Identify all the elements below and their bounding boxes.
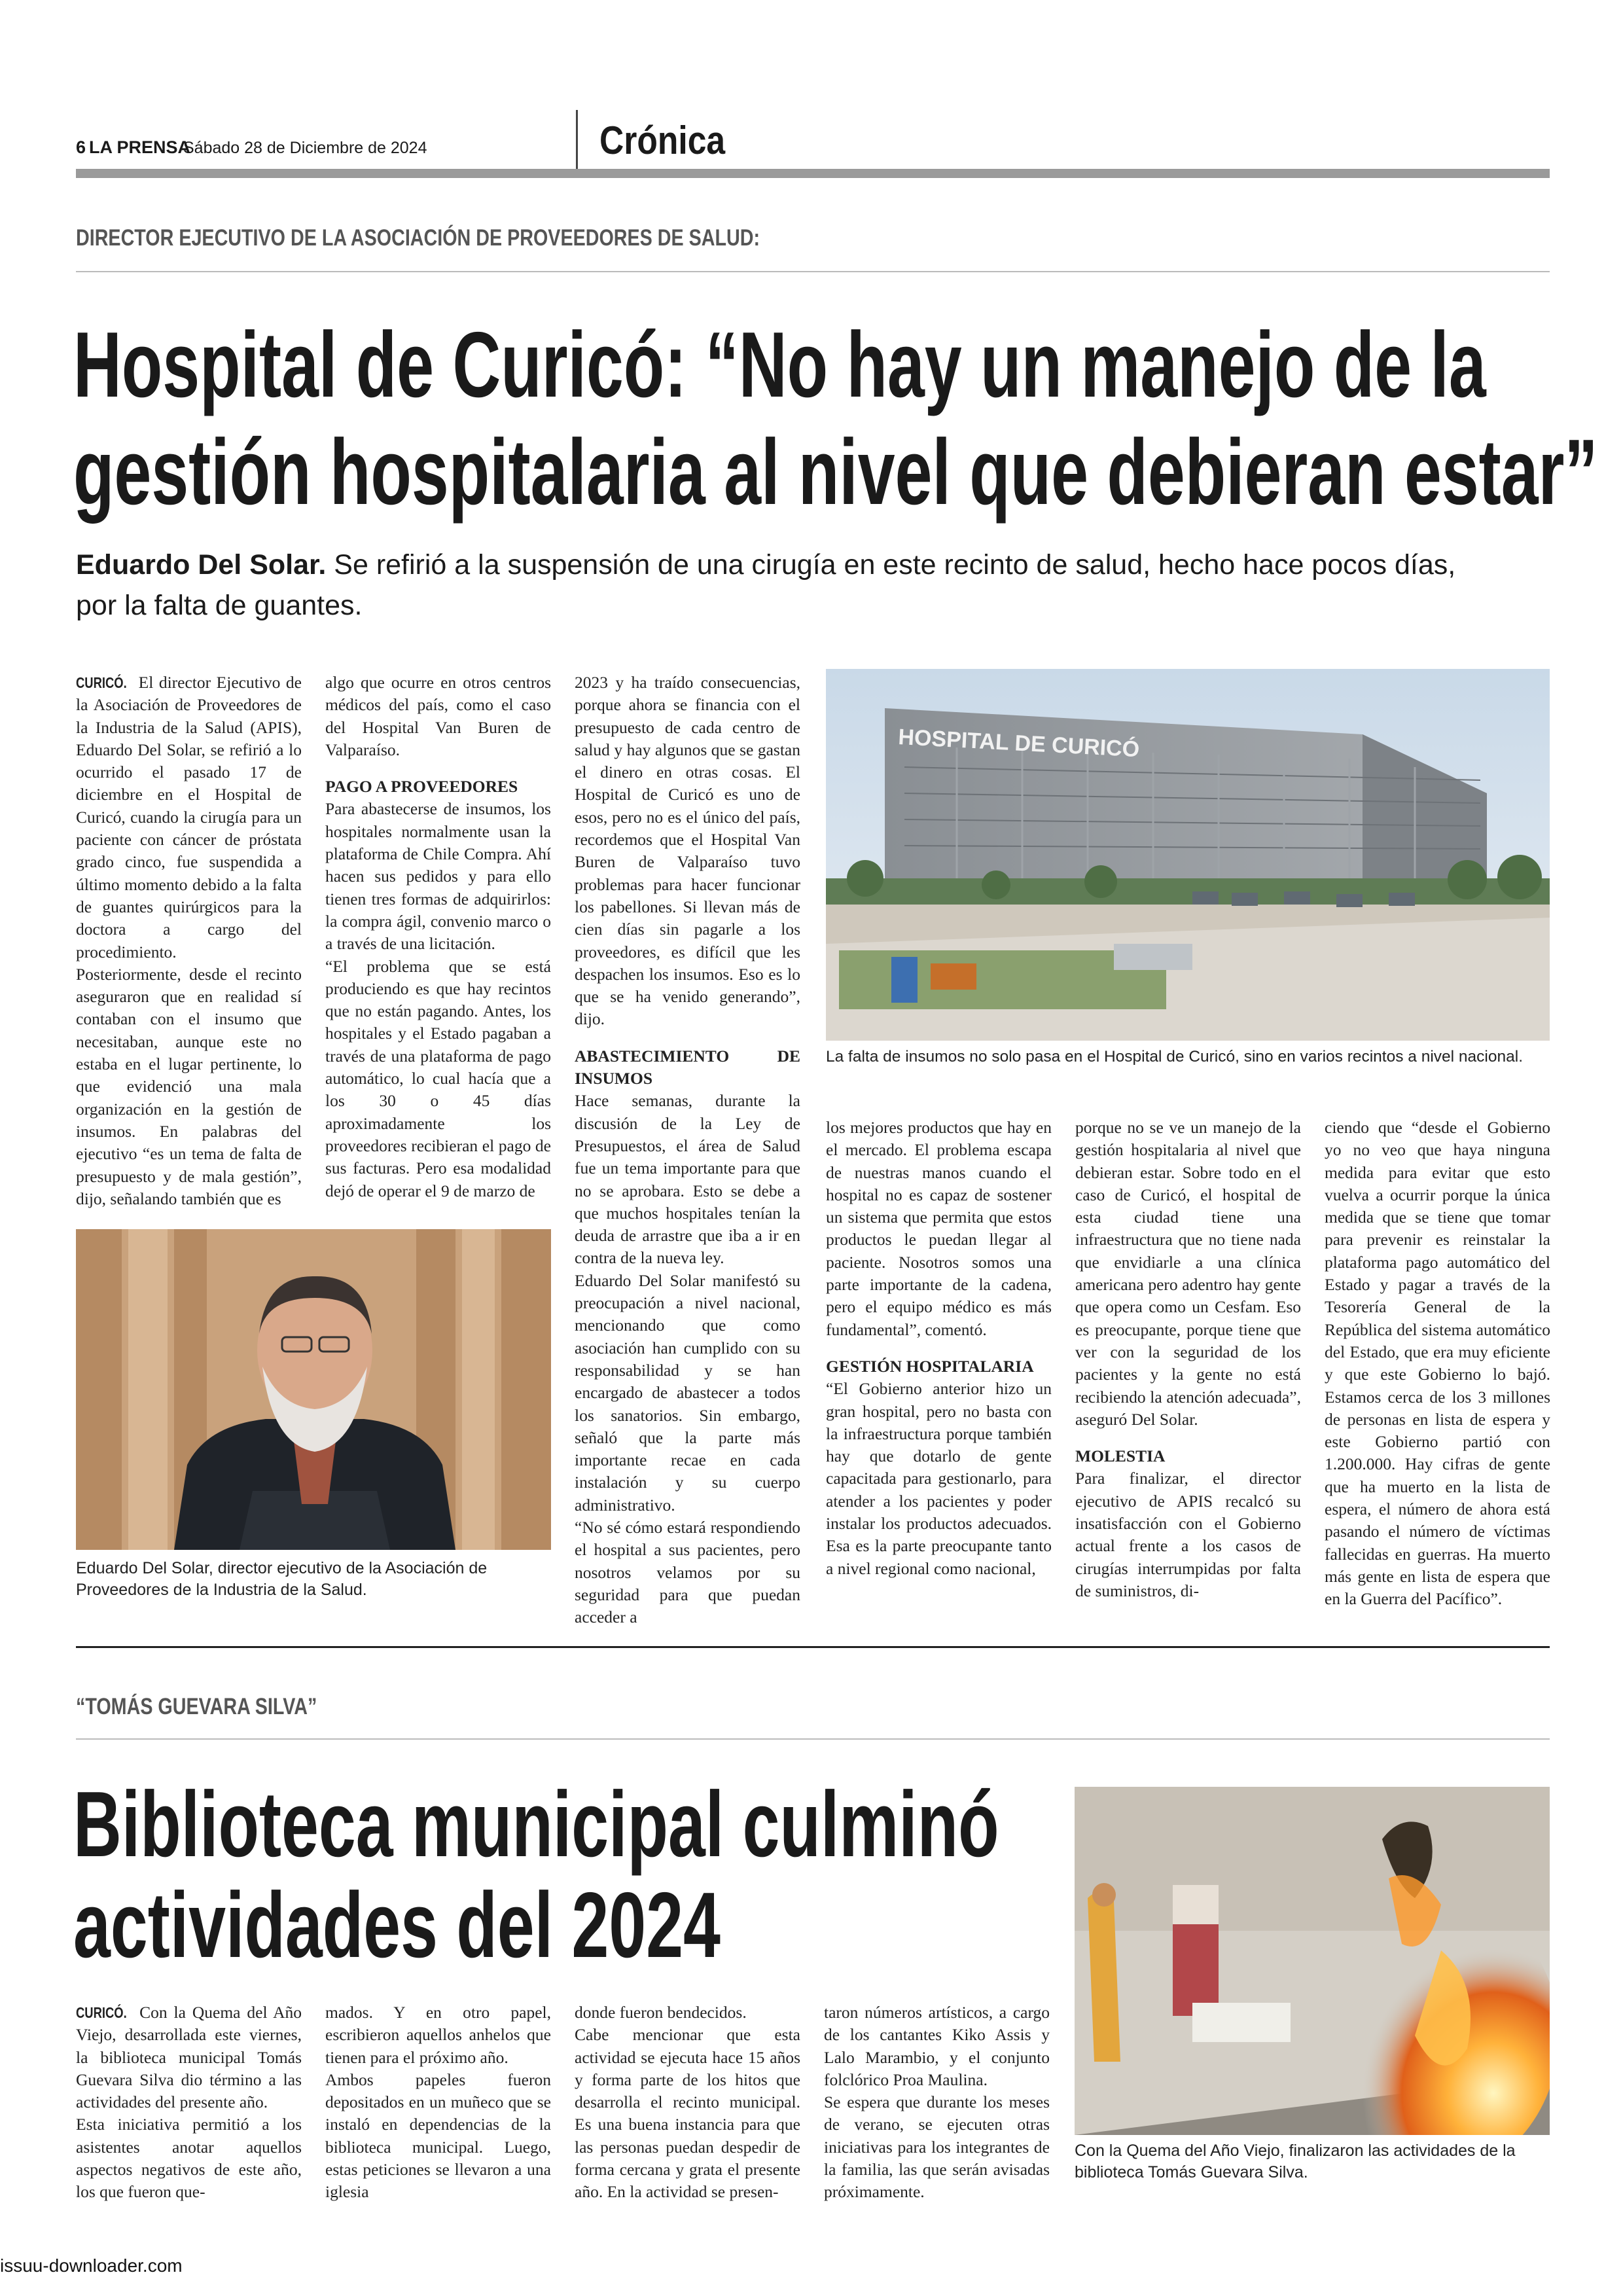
- quema-caption: [1075, 2140, 1559, 2183]
- col4b-text: “El Gobierno anterior hizo un gran hospital, pero no basta con la infraestructura porque también hay que dotarlo de gente capacitada para gestionarlo, para atender a los pacientes y poder instalar los productos adecuados. Esa es la parte preocupante tanto a nivel regional como nacional,: [826, 1379, 1052, 1578]
- hospital-photo-caption: La falta de insumos no solo pasa en el Hospital de Curicó, sino en varios recintos a nivel nacional.: [826, 1048, 1523, 1066]
- portrait-caption-line1: Eduardo Del Solar, director ejecutivo de la Asociación de: [76, 1559, 488, 1577]
- subhead-gestion: GESTIÓN HOSPITALARIA: [826, 1356, 1034, 1376]
- article2-column-1: [76, 2001, 302, 2204]
- quema-photo: [1075, 1787, 1550, 2135]
- deck-text: Se refirió a la suspensión de una cirugía en este recinto de salud, hecho hace pocos días,: [334, 549, 1456, 581]
- article2-headline-line2: actividades del 2024: [73, 1873, 721, 1977]
- col5a-text: porque no se ve un manejo de la gestión hospitalaria al nivel que debieran estar. Sobre todo en el caso de Curicó, el hospital de esta ciudad tiene una infraestructura que no tiene nada que envidiarle a una clínica americana pero adentro hay gente que opera como un Cesfam. Eso es preocupante, porque tiene que ver con la seguridad de los pacientes y la gente no está recibiendo la atención adecuada”, aseguró Del Solar.: [1075, 1118, 1301, 1429]
- header-divider-vertical: [576, 110, 578, 170]
- a2-col2b-text: Ambos papeles fueron depositados en un muñeco que se instaló en dependencias de la biblioteca municipal. Luego, estas peticiones se llevaron a una iglesia: [325, 2070, 551, 2202]
- a2-col3-text: donde fueron bendecidos.: [575, 2003, 747, 2022]
- watermark: issuu-downloader.com: [0, 2255, 183, 2276]
- header-rule: [76, 169, 1550, 178]
- subhead-molestia: MOLESTIA: [1075, 1446, 1166, 1466]
- col2c-text: “El problema que se está produciendo es que hay recintos que no están pagando. Antes, los hospitales y el Estado pagaban a través de una plataforma de pago automático, lo cual hacía que a los 30 o 45 días aproximadamente los proveedores recibieran el pago de sus facturas. Pero esa modalidad dejó de operar el 9 de marzo de: [325, 956, 551, 1200]
- a2-col3b-text: Cabe mencionar que esta actividad se ejecuta hace 15 años y forma parte de los hitos que desarrolla el recinto municipal. Es una buena instancia para que las personas puedan despedir de forma cercana y grata el presente año. En la actividad se presen-: [575, 2025, 800, 2202]
- article1-deck: [76, 545, 1555, 626]
- col1b-text: Posteriormente, desde el recinto aseguraron que en realidad sí contaban con el insumo que necesitaban, aunque este no estaba en el lugar pertinente, lo que evidenció una mala organización en la gestión de insumos. En palabras del ejecutivo “es un tema de falta de presupuesto y de mala gestión”, dijo, señalando también que es: [76, 964, 302, 1208]
- col3c-text: Eduardo Del Solar manifestó su preocupación a nivel nacional, mencionando que como asociación han cumplido con su responsabilidad y se han encargado de abastecer a todos los sanatorios. Sin embargo, señaló que la parte más importante recae en cada instalación y su cuerpo administrativo.: [575, 1270, 800, 1515]
- article2-dateline: CURICÓ.: [76, 2004, 127, 2021]
- col3d-text: “No sé cómo estará respondiendo el hospital a sus pacientes, pero nosotros velamos por su seguridad para que puedan acceder a: [575, 1517, 800, 1627]
- article2-column-2: [325, 2001, 551, 2204]
- a2-col1-text: Con la Quema del Año Viejo, desarrollada este viernes, la biblioteca municipal Tomás Guevara Silva dio término a las actividades del presente año.: [76, 2003, 302, 2112]
- col3b-text: Hace semanas, durante la discusión de la Ley de Presupuestos, el área de Salud fue un tema importante para que no se aprobara. Esto se debe a que muchos hospitales tenían la deuda de arrastre que iba a ir en contra de la nueva ley.: [575, 1091, 800, 1268]
- article1-column-5: [1075, 1117, 1301, 1602]
- article1-headline-line2: gestión hospitalaria al nivel que debieran estar”: [73, 420, 1598, 524]
- subhead-abastecimiento: ABASTECIMIENTO DE INSUMOS: [575, 1046, 800, 1088]
- a2-col4b-text: Se espera que durante los meses de verano, se ejecuten otras iniciativas para los integrantes de la familia, las que serán avisadas próximamente.: [824, 2092, 1050, 2202]
- quema-caption-line2: biblioteca Tomás Guevara Silva.: [1075, 2163, 1308, 2181]
- col3a-text: 2023 y ha traído consecuencias, porque ahora se financia con el presupuesto de cada centro de salud y hay algunos que se gastan el dinero en otras cosas. El Hospital de Curicó es uno de esos, pero no es el único del país, recordemos que el Hospital Van Buren de Valparaíso tuvo problemas para hacer funcionar los pabellones. Si llevan más de cien días sin pagarle a los proveedores, es difícil que les despachen los insumos. Eso es lo que se ha venido generando”, dijo.: [575, 673, 800, 1029]
- issue-date: Sábado 28 de Diciembre de 2024: [183, 139, 427, 157]
- paper-name: LA PRENSA: [89, 137, 191, 157]
- col4a-text: los mejores productos que hay en el mercado. El problema escapa de nuestras manos cuando el hospital no es capaz de sostener un sistema que permita que estos productos le puedan llegar al paciente. Nosotros somos una parte importante de la cadena, pero el equipo médico es más fundamental”, comentó.: [826, 1118, 1052, 1339]
- article1-column-1: [76, 672, 302, 1210]
- col2a-text: algo que ocurre en otros centros médicos del país, como el caso del Hospital Van Buren de Valparaíso.: [325, 673, 551, 759]
- kicker2-rule: [76, 1738, 1550, 1740]
- kicker-rule: [76, 271, 1550, 272]
- dateline: CURICÓ.: [76, 674, 127, 691]
- article1-column-4: [826, 1117, 1052, 1580]
- deck-name: Eduardo Del Solar.: [76, 549, 327, 581]
- page-number: 6: [76, 137, 86, 157]
- article1-headline-line1: Hospital de Curicó: “No hay un manejo de la: [73, 313, 1486, 417]
- hospital-photo: [826, 669, 1550, 1041]
- article2-kicker: “TOMÁS GUEVARA SILVA”: [76, 1694, 317, 1719]
- article2-headline-line1: Biblioteca municipal culminó: [73, 1772, 999, 1876]
- article2-column-3: [575, 2001, 800, 2204]
- portrait-caption-line2: Proveedores de la Industria de la Salud.: [76, 1581, 367, 1599]
- article1-column-6: [1325, 1117, 1550, 1611]
- portrait-photo: [76, 1229, 551, 1550]
- subhead-pago: PAGO A PROVEEDORES: [325, 777, 518, 797]
- deck-text-2: por la falta de guantes.: [76, 590, 363, 621]
- quema-caption-line1: Con la Quema del Año Viejo, finalizaron las actividades de la: [1075, 2142, 1516, 2160]
- a2-col2-text: mados. Y en otro papel, escribieron aquellos anhelos que tienen para el próximo año.: [325, 2003, 551, 2067]
- a2-col4-text: taron números artísticos, a cargo de los cantantes Kiko Assis y Lalo Marambio, y el conjunto folclórico Proa Maulina.: [824, 2003, 1050, 2089]
- col1-text: El director Ejecutivo de la Asociación de Proveedores de la Industria de la Salud (APIS), Eduardo Del Solar, se refirió a lo ocurrido el pasado 17 de diciembre en el Hospital de Curicó, cuando la cirugía para un paciente con cáncer de próstata grado cinco, fue suspendida a último momento debido a la falta de guantes quirúrgicos para la doctora a cargo del procedimiento.: [76, 673, 302, 961]
- col2b-text: Para abastecerse de insumos, los hospitales normalmente usan la plataforma de Chile Compra. Ahí hacen sus pedidos y para ello tienen tres formas de adquirirlos: la compra ágil, convenio marco o a través de una licitación.: [325, 799, 551, 954]
- article1-kicker: DIRECTOR EJECUTIVO DE LA ASOCIACIÓN DE PROVEEDORES DE SALUD:: [76, 225, 760, 251]
- article2-column-4: [824, 2001, 1050, 2204]
- hospital-sign-text: HOSPITAL DE CURICÓ: [897, 725, 1141, 762]
- article1-column-2: [325, 672, 551, 1202]
- col6-text: ciendo que “desde el Gobierno yo no veo que haya ninguna medida para evitar que esto vuelva a ocurrir porque la única medida que se tiene que tomar para prevenir es reinstalar la plataforma pago automático del Estado y pagar a través de la Tesorería General de la República del sistema automático del Estado, que era muy eficiente y que este Gobierno lo bajó. Estamos cerca de los 3 millones de personas en lista de espera y este Gobierno partió con 1.200.000. Hay cifras de gente que ha muerto en la lista de espera, el número de ahora está pasando el número de víctimas fallecidas en guerras. Ha muerto más gente en lista de espera que en la Guerra del Pacífico”.: [1325, 1118, 1550, 1609]
- col5b-text: Para finalizar, el director ejecutivo de APIS recalcó su insatisfacción con el Gobierno actual frente a los casos de cirugías interrumpidas por falta de suministros, di-: [1075, 1469, 1301, 1600]
- article1-column-3: [575, 672, 800, 1628]
- a2-col1b-text: Esta iniciativa permitió a los asistentes anotar aquellos aspectos negativos de este año, los que fueron que-: [76, 2115, 302, 2202]
- section-name: Crónica: [599, 118, 726, 162]
- portrait-caption: [76, 1558, 560, 1601]
- article-divider: [76, 1646, 1550, 1648]
